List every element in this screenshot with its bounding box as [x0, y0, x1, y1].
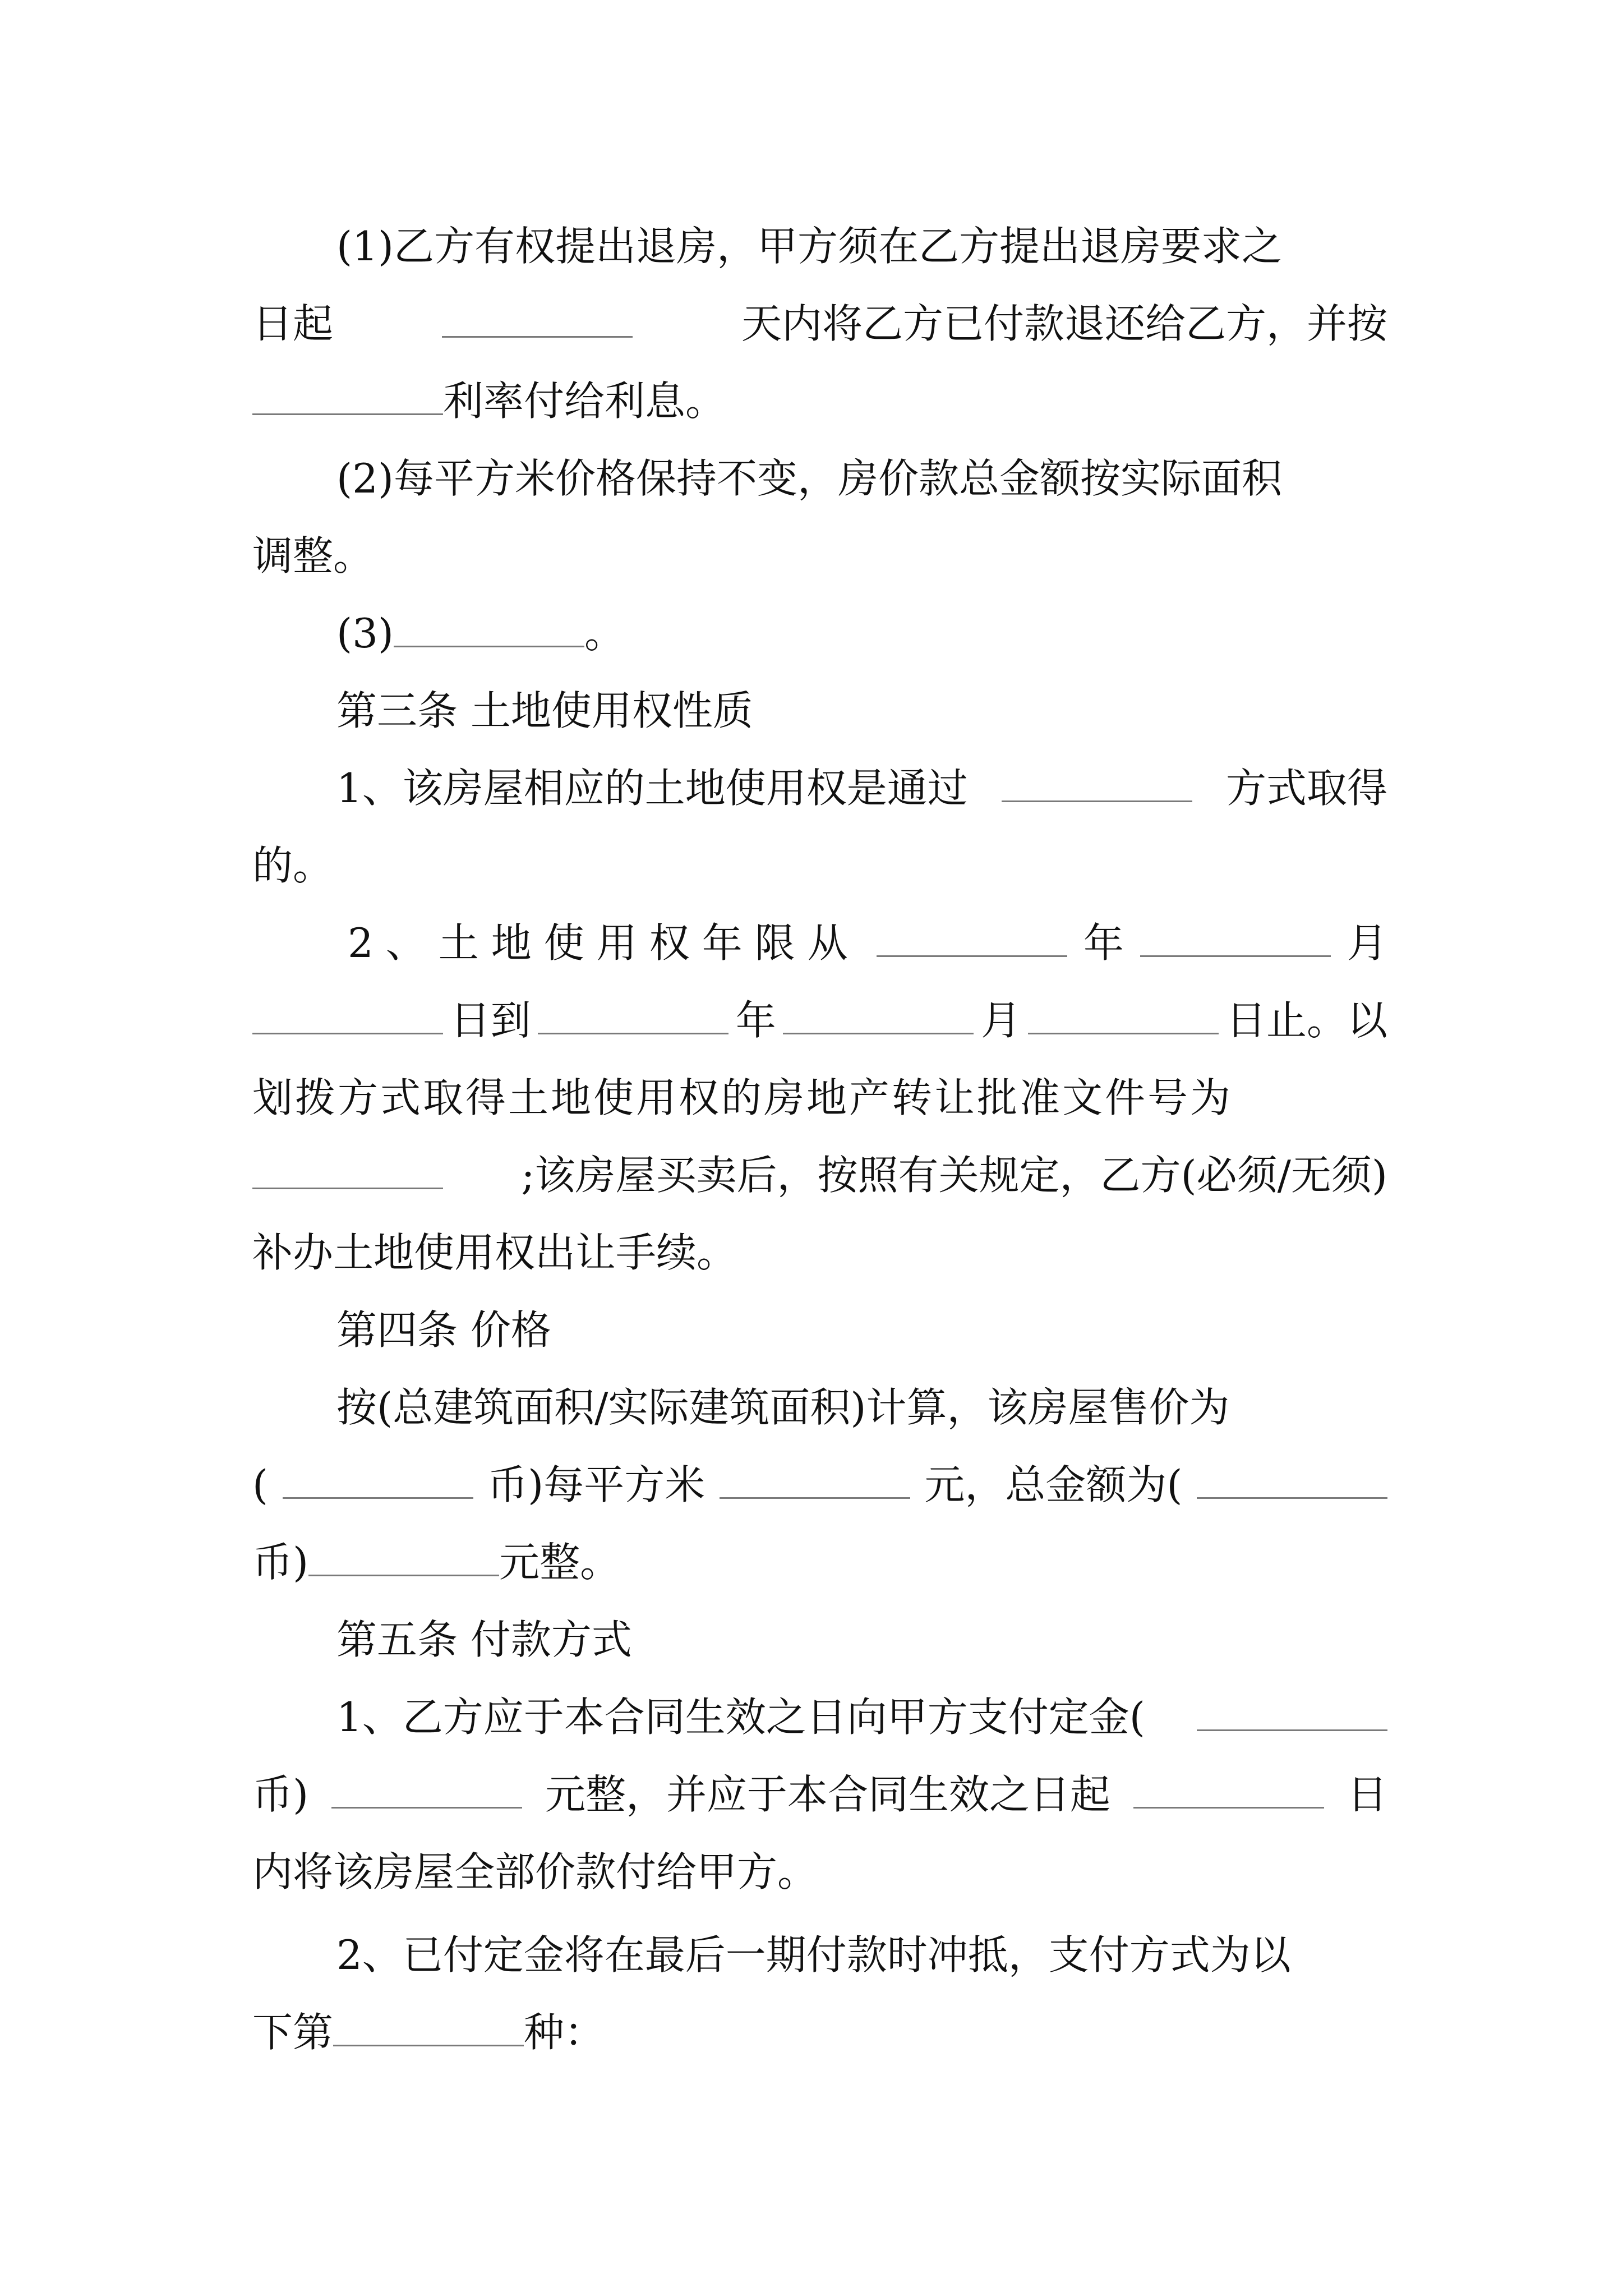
clause-text: 日到 — [450, 997, 531, 1044]
paragraph-line — [252, 440, 1387, 517]
fill-blank[interactable] — [331, 1769, 522, 1809]
paragraph-line — [252, 1524, 1387, 1601]
clause-text: (1)乙方有权提出退房，甲方须在乙方提出退房要求之 — [336, 223, 1282, 270]
clause-text: 的。 — [252, 842, 334, 889]
paragraph-line — [252, 1446, 1387, 1524]
clause-text: 月 — [1347, 919, 1387, 967]
paragraph-line — [252, 1994, 1387, 2071]
clause-text: 方式取得 — [1225, 765, 1387, 812]
clause-text: ( — [252, 1461, 269, 1508]
paragraph-line — [252, 1137, 1387, 1214]
clause-text: (3) — [336, 610, 394, 657]
paragraph-line — [252, 827, 1387, 904]
fill-blank[interactable] — [720, 1459, 910, 1499]
fill-blank[interactable] — [252, 375, 443, 415]
clause-text: 日止。以 — [1225, 997, 1387, 1044]
paragraph-line — [252, 1833, 1387, 1911]
fill-blank[interactable] — [1028, 995, 1219, 1034]
paragraph-line — [252, 362, 1387, 440]
clause-text: 币)每平方米 — [487, 1461, 706, 1508]
clause-text: ;该房屋买卖后，按照有关规定，乙方(必须/无须) — [521, 1152, 1387, 1199]
fill-blank[interactable] — [1197, 1459, 1387, 1499]
clause-text: 内将该房屋全部价款付给甲方。 — [252, 1848, 818, 1895]
paragraph-line — [252, 1911, 1387, 1994]
article-title: 第四条 价格 — [336, 1306, 551, 1354]
paragraph-line — [252, 982, 1387, 1059]
paragraph-line — [252, 285, 1387, 362]
paragraph-line — [252, 517, 1387, 595]
clause-text: 日 — [1347, 1771, 1387, 1818]
clause-text: 币) — [252, 1539, 309, 1586]
paragraph-line — [252, 1678, 1387, 1756]
clause-text: 利率付给利息。 — [443, 378, 726, 425]
fill-blank[interactable] — [283, 1459, 473, 1499]
clause-text: 划拨方式取得土地使用权的房地产转让批准文件号为 — [252, 1074, 1233, 1121]
fill-blank[interactable] — [394, 608, 584, 647]
fill-blank[interactable] — [783, 995, 974, 1034]
clause-text: 天内将乙方已付款退还给乙方，并按 — [741, 300, 1387, 347]
clause-text: 年 — [1083, 919, 1124, 967]
clause-text: 币) — [252, 1771, 309, 1818]
clause-text: 调整。 — [252, 532, 374, 579]
clause-text: 元，总金额为( — [924, 1461, 1183, 1508]
fill-blank[interactable] — [1133, 1769, 1324, 1809]
clause-text: 日起 — [252, 300, 334, 347]
fill-blank[interactable] — [1197, 1691, 1387, 1731]
paragraph-line — [252, 1059, 1387, 1137]
paragraph-line — [252, 904, 1387, 982]
fill-blank[interactable] — [1002, 762, 1192, 802]
paragraph-line — [252, 208, 1387, 285]
fill-blank[interactable] — [252, 1149, 443, 1189]
clause-text: 2、已付定金将在最后一期付款时冲抵，支付方式为以 — [336, 1931, 1291, 1978]
clause-text: 1、该房屋相应的土地使用权是通过 — [336, 765, 968, 812]
clause-text: 按(总建筑面积/实际建筑面积)计算，该房屋售价为 — [336, 1384, 1230, 1431]
paragraph-line — [252, 595, 1387, 672]
clause-text: 元整。 — [499, 1539, 621, 1586]
article-heading — [252, 1601, 1387, 1678]
fill-blank[interactable] — [442, 298, 633, 338]
clause-text: 月 — [980, 997, 1021, 1044]
document-page — [252, 208, 1387, 2071]
clause-text: (2)每平方米价格保持不变，房价款总金额按实际面积 — [336, 455, 1282, 502]
paragraph-line — [252, 1214, 1387, 1291]
fill-blank[interactable] — [333, 2007, 524, 2046]
article-title: 第五条 付款方式 — [336, 1616, 632, 1663]
fill-blank[interactable] — [1140, 917, 1331, 957]
fill-blank[interactable] — [308, 1536, 499, 1576]
clause-text: 种： — [524, 2009, 605, 2056]
fill-blank[interactable] — [538, 995, 728, 1034]
fill-blank[interactable] — [877, 917, 1067, 957]
clause-text: 元整，并应于本合同生效之日起 — [545, 1771, 1111, 1818]
clause-text: 1、乙方应于本合同生效之日向甲方支付定金( — [336, 1694, 1145, 1741]
paragraph-line — [252, 1756, 1387, 1833]
clause-text: 2、土地使用权年限从 — [348, 919, 860, 967]
clause-text: 补办土地使用权出让手续。 — [252, 1229, 737, 1276]
clause-text: 。 — [584, 610, 625, 657]
article-heading — [252, 1291, 1387, 1369]
article-title: 第三条 土地使用权性质 — [336, 687, 753, 734]
fill-blank[interactable] — [252, 995, 443, 1034]
clause-text: 下第 — [252, 2009, 334, 2056]
article-heading — [252, 672, 1387, 749]
clause-text: 年 — [735, 997, 776, 1044]
paragraph-line — [252, 749, 1387, 827]
paragraph-line — [252, 1369, 1387, 1446]
